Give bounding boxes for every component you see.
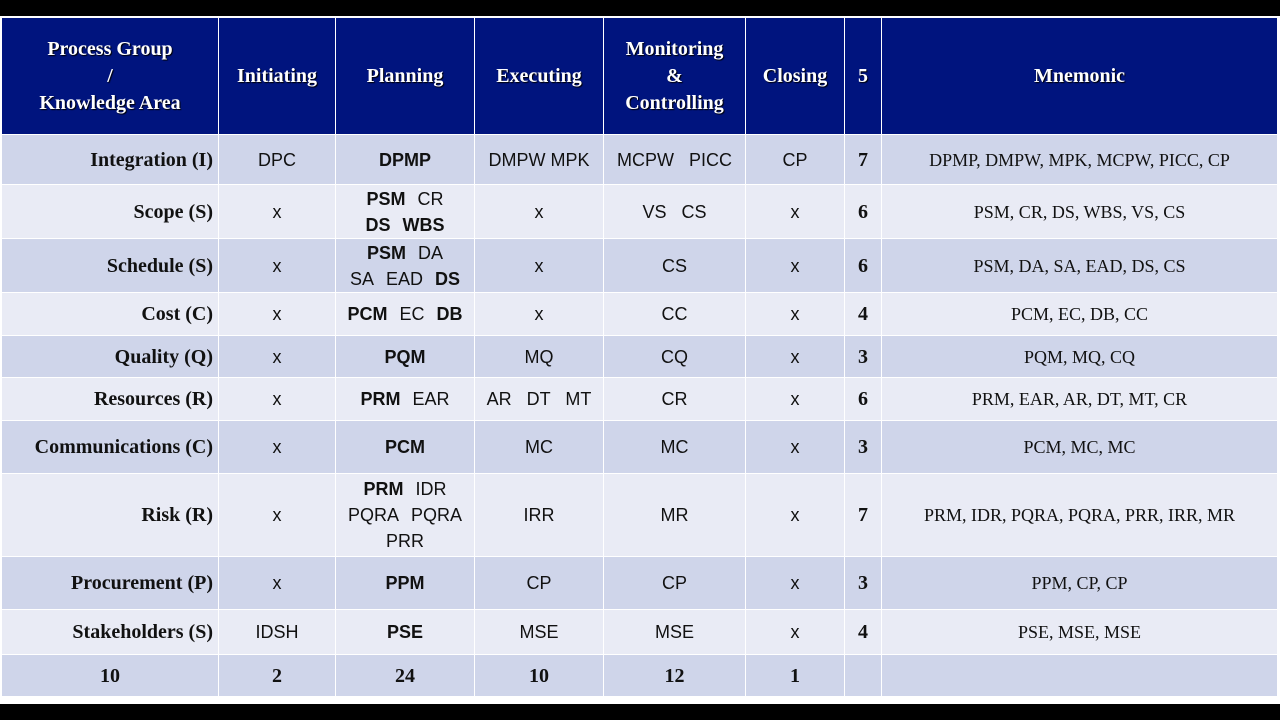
closing-cell: x [746,185,845,239]
header-mnemonic: Mnemonic [882,18,1278,135]
knowledge-area-cell: Cost (C) [2,293,219,336]
table-row [2,135,1278,185]
monitoring-cell: CP [604,557,746,610]
planning-line [340,434,470,460]
knowledge-area-cell: Schedule (S) [2,239,219,293]
closing-cell: x [746,336,845,378]
mnemonic-cell: DPMP, DMPW, MPK, MCPW, PICC, CP [882,135,1278,185]
process-code: PQRA [347,505,399,525]
knowledge-area-cell: Communications (C) [2,421,219,474]
planning-cell [336,336,475,378]
header-monitoring-line1: Monitoring [625,37,724,60]
table-row [2,293,1278,336]
slide [0,16,1280,704]
planning-line [340,240,470,266]
pmbok-process-table [1,17,1278,697]
initiating-cell: DPC [219,135,336,185]
planning-cell [336,557,475,610]
planning-line [340,570,470,596]
planning-line [340,386,470,412]
process-code: PRR [385,531,424,551]
monitoring-cell: CR [604,378,746,421]
planning-line [340,301,470,327]
table-row [2,185,1278,239]
process-code: PSM [366,242,406,263]
executing-cell: x [475,239,604,293]
executing-cell: MQ [475,336,604,378]
planning-line [340,212,470,238]
knowledge-area-cell: Quality (Q) [2,336,219,378]
planning-line [340,186,470,212]
initiating-cell: x [219,421,336,474]
process-code: DA [418,242,444,263]
closing-cell: x [746,239,845,293]
table-body [2,135,1278,655]
header-planning: Planning [336,18,475,135]
process-code: PCM [385,437,425,457]
executing-cell: AR DT MT [475,378,604,421]
planning-cell [336,135,475,185]
process-count-cell: 6 [845,378,882,421]
process-code: PRM [360,389,401,409]
monitoring-cell: MR [604,474,746,557]
header-process-group-line1: Process Group [47,37,173,60]
header-process-group-line3: Knowledge Area [39,91,181,114]
monitoring-cell: MCPW PICC [604,135,746,185]
process-count-cell: 7 [845,474,882,557]
total-count [845,655,882,697]
header-five: 5 [845,18,882,135]
planning-line [340,476,470,502]
closing-cell: x [746,474,845,557]
closing-cell: x [746,378,845,421]
mnemonic-cell: PCM, MC, MC [882,421,1278,474]
process-code: DS [435,268,461,289]
planning-line [340,147,470,173]
mnemonic-cell: PPM, CP, CP [882,557,1278,610]
initiating-cell: x [219,378,336,421]
planning-line [340,502,470,528]
planning-cell [336,185,475,239]
process-code: PQRA [411,505,463,525]
table-row [2,474,1278,557]
process-code: PCM [347,304,388,324]
header-process-group [2,18,219,135]
process-code: DS [365,214,391,235]
executing-cell: DMPW MPK [475,135,604,185]
mnemonic-cell: PQM, MQ, CQ [882,336,1278,378]
header-executing: Executing [475,18,604,135]
initiating-cell: IDSH [219,610,336,655]
executing-cell: MSE [475,610,604,655]
initiating-cell: x [219,185,336,239]
planning-line [340,528,470,554]
process-count-cell: 6 [845,185,882,239]
planning-cell [336,421,475,474]
total-monitoring: 12 [604,655,746,697]
process-code: EC [399,304,425,324]
table-row [2,610,1278,655]
total-planning: 24 [336,655,475,697]
monitoring-cell: CC [604,293,746,336]
planning-line [340,266,470,292]
executing-cell: x [475,293,604,336]
table-row [2,336,1278,378]
header-monitoring-line3: Controlling [625,91,724,114]
initiating-cell: x [219,293,336,336]
total-mnemonic [882,655,1278,697]
knowledge-area-cell: Resources (R) [2,378,219,421]
process-code: PPM [385,573,425,593]
header-closing: Closing [746,18,845,135]
initiating-cell: x [219,557,336,610]
knowledge-area-cell: Integration (I) [2,135,219,185]
mnemonic-cell: PCM, EC, DB, CC [882,293,1278,336]
planning-cell [336,293,475,336]
monitoring-cell: VS CS [604,185,746,239]
initiating-cell: x [219,474,336,557]
planning-cell [336,239,475,293]
knowledge-area-cell: Scope (S) [2,185,219,239]
process-code: PSM [366,188,406,209]
mnemonic-cell: PSM, CR, DS, WBS, VS, CS [882,185,1278,239]
total-areas: 10 [2,655,219,697]
header-monitoring-line2: & [666,64,683,87]
process-code: CR [417,188,444,209]
planning-cell [336,610,475,655]
header-monitoring [604,18,746,135]
process-code: SA [349,268,374,289]
process-code: DB [436,304,463,324]
knowledge-area-cell: Stakeholders (S) [2,610,219,655]
process-count-cell: 4 [845,293,882,336]
mnemonic-cell: PSM, DA, SA, EAD, DS, CS [882,239,1278,293]
header-row [2,18,1278,135]
process-code: IDR [415,479,447,499]
process-code: PSE [386,622,424,642]
process-code: EAR [412,389,450,409]
process-count-cell: 7 [845,135,882,185]
header-initiating: Initiating [219,18,336,135]
table-row [2,421,1278,474]
initiating-cell: x [219,239,336,293]
header-process-group-line2: / [107,64,113,87]
totals-row [2,655,1278,697]
process-count-cell: 3 [845,557,882,610]
mnemonic-cell: PRM, IDR, PQRA, PQRA, PRR, IRR, MR [882,474,1278,557]
closing-cell: x [746,610,845,655]
table-row [2,239,1278,293]
closing-cell: CP [746,135,845,185]
closing-cell: x [746,557,845,610]
process-code: EAD [385,268,423,289]
total-initiating: 2 [219,655,336,697]
closing-cell: x [746,421,845,474]
monitoring-cell: CQ [604,336,746,378]
monitoring-cell: MC [604,421,746,474]
planning-line [340,619,470,645]
process-count-cell: 4 [845,610,882,655]
monitoring-cell: CS [604,239,746,293]
process-count-cell: 3 [845,336,882,378]
total-closing: 1 [746,655,845,697]
planning-cell [336,378,475,421]
executing-cell: IRR [475,474,604,557]
planning-line [340,344,470,370]
process-code: WBS [402,214,445,235]
process-count-cell: 6 [845,239,882,293]
process-code: PQM [384,346,426,367]
process-count-cell: 3 [845,421,882,474]
mnemonic-cell: PSE, MSE, MSE [882,610,1278,655]
process-code: DPMP [378,149,431,170]
executing-cell: MC [475,421,604,474]
knowledge-area-cell: Risk (R) [2,474,219,557]
total-executing: 10 [475,655,604,697]
closing-cell: x [746,293,845,336]
mnemonic-cell: PRM, EAR, AR, DT, MT, CR [882,378,1278,421]
executing-cell: CP [475,557,604,610]
planning-cell [336,474,475,557]
initiating-cell: x [219,336,336,378]
executing-cell: x [475,185,604,239]
knowledge-area-cell: Procurement (P) [2,557,219,610]
table-row [2,378,1278,421]
monitoring-cell: MSE [604,610,746,655]
process-code: PRM [363,479,404,499]
table-row [2,557,1278,610]
